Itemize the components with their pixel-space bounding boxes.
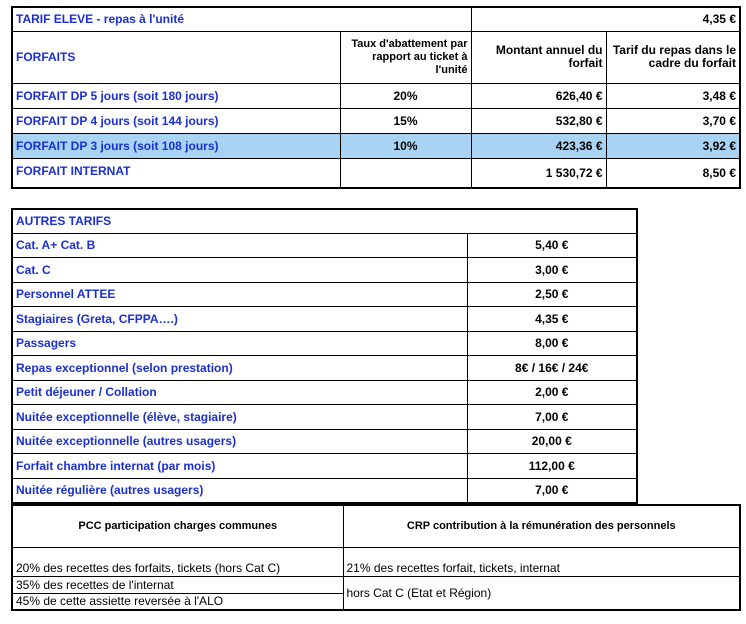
participation-table: [11, 504, 741, 611]
tarif-value: 8€ / 16€ / 24€: [467, 356, 637, 381]
tarif-eleve-value: 4,35 €: [471, 7, 740, 31]
participation-header-row: [12, 505, 740, 547]
forfait-tarif: 3,70 €: [606, 108, 740, 133]
forfait-label: FORFAIT INTERNAT: [12, 158, 340, 188]
col-taux-header: Taux d'abattement par rapport au ticket à l'unité: [340, 31, 471, 83]
forfait-taux: 20%: [340, 83, 471, 108]
forfaits-header-row: [12, 31, 740, 83]
pcc-line-3: 45% de cette assiette reversée à l'ALO: [12, 593, 343, 610]
forfait-tarif: 3,48 €: [606, 83, 740, 108]
tarif-label: Forfait chambre internat (par mois): [12, 454, 467, 479]
forfait-label: FORFAIT DP 3 jours (soit 108 jours): [12, 133, 340, 158]
crp-line-2: hors Cat C (Etat et Région): [343, 576, 740, 610]
tarif-label: Stagiaires (Greta, CFPPA….): [12, 307, 467, 332]
forfait-tarif: 8,50 €: [606, 158, 740, 188]
tarif-value: 7,00 €: [467, 405, 637, 430]
forfait-row-highlighted: [12, 133, 740, 158]
tarif-row: [12, 478, 637, 503]
forfait-montant: 423,36 €: [471, 133, 606, 158]
tarif-label: Nuitée exceptionnelle (élève, stagiaire): [12, 405, 467, 430]
col-montant-header: Montant annuel du forfait: [471, 31, 606, 83]
tarif-row: [12, 331, 637, 356]
tarif-row: [12, 380, 637, 405]
tarif-value: 8,00 €: [467, 331, 637, 356]
autres-tarifs-title-row: [12, 209, 637, 233]
tarif-label: Petit déjeuner / Collation: [12, 380, 467, 405]
forfait-taux: 10%: [340, 133, 471, 158]
tarif-row: [12, 454, 637, 479]
tarif-label: Cat. C: [12, 258, 467, 283]
tarif-value: 4,35 €: [467, 307, 637, 332]
forfait-taux: 15%: [340, 108, 471, 133]
autres-tarifs-table: [11, 208, 638, 504]
forfait-taux: [340, 158, 471, 188]
tarif-label: Nuitée régulière (autres usagers): [12, 478, 467, 503]
tarif-value: 7,00 €: [467, 478, 637, 503]
forfaits-header-label: FORFAITS: [12, 31, 340, 83]
tarif-value: 2,50 €: [467, 282, 637, 307]
tarif-value: 112,00 €: [467, 454, 637, 479]
tarif-row: [12, 282, 637, 307]
crp-title: CRP contribution à la rémunération des personnels: [343, 505, 740, 547]
forfait-row: [12, 158, 740, 188]
pcc-line-2: 35% des recettes de l'internat: [12, 576, 343, 593]
participation-row: [12, 576, 740, 593]
tarif-row: [12, 258, 637, 283]
tarif-row: [12, 307, 637, 332]
forfait-label: FORFAIT DP 4 jours (soit 144 jours): [12, 108, 340, 133]
tarif-row: [12, 429, 637, 454]
tarif-label: Cat. A+ Cat. B: [12, 233, 467, 258]
forfaits-table: [11, 6, 741, 189]
forfait-montant: 626,40 €: [471, 83, 606, 108]
tarif-eleve-label: TARIF ELEVE - repas à l'unité: [12, 7, 471, 31]
col-tarif-header: Tarif du repas dans le cadre du forfait: [606, 31, 740, 83]
forfait-row: [12, 83, 740, 108]
forfait-label: FORFAIT DP 5 jours (soit 180 jours): [12, 83, 340, 108]
tarif-value: 20,00 €: [467, 429, 637, 454]
autres-tarifs-title: AUTRES TARIFS: [12, 209, 637, 233]
forfait-montant: 1 530,72 €: [471, 158, 606, 188]
tarif-value: 3,00 €: [467, 258, 637, 283]
forfait-montant: 532,80 €: [471, 108, 606, 133]
pcc-title: PCC participation charges communes: [12, 505, 343, 547]
tarif-eleve-row: [12, 7, 740, 31]
tarif-label: Nuitée exceptionnelle (autres usagers): [12, 429, 467, 454]
tarif-row: [12, 233, 637, 258]
tarif-row: [12, 356, 637, 381]
tarif-label: Personnel ATTEE: [12, 282, 467, 307]
tarif-value: 2,00 €: [467, 380, 637, 405]
forfait-row: [12, 108, 740, 133]
tarif-row: [12, 405, 637, 430]
participation-row: [12, 547, 740, 576]
crp-line-1: 21% des recettes forfait, tickets, internat: [343, 547, 740, 576]
tarif-label: Passagers: [12, 331, 467, 356]
tarif-label: Repas exceptionnel (selon prestation): [12, 356, 467, 381]
tarif-value: 5,40 €: [467, 233, 637, 258]
pcc-line-1: 20% des recettes des forfaits, tickets (hors Cat C): [12, 547, 343, 576]
forfait-tarif: 3,92 €: [606, 133, 740, 158]
